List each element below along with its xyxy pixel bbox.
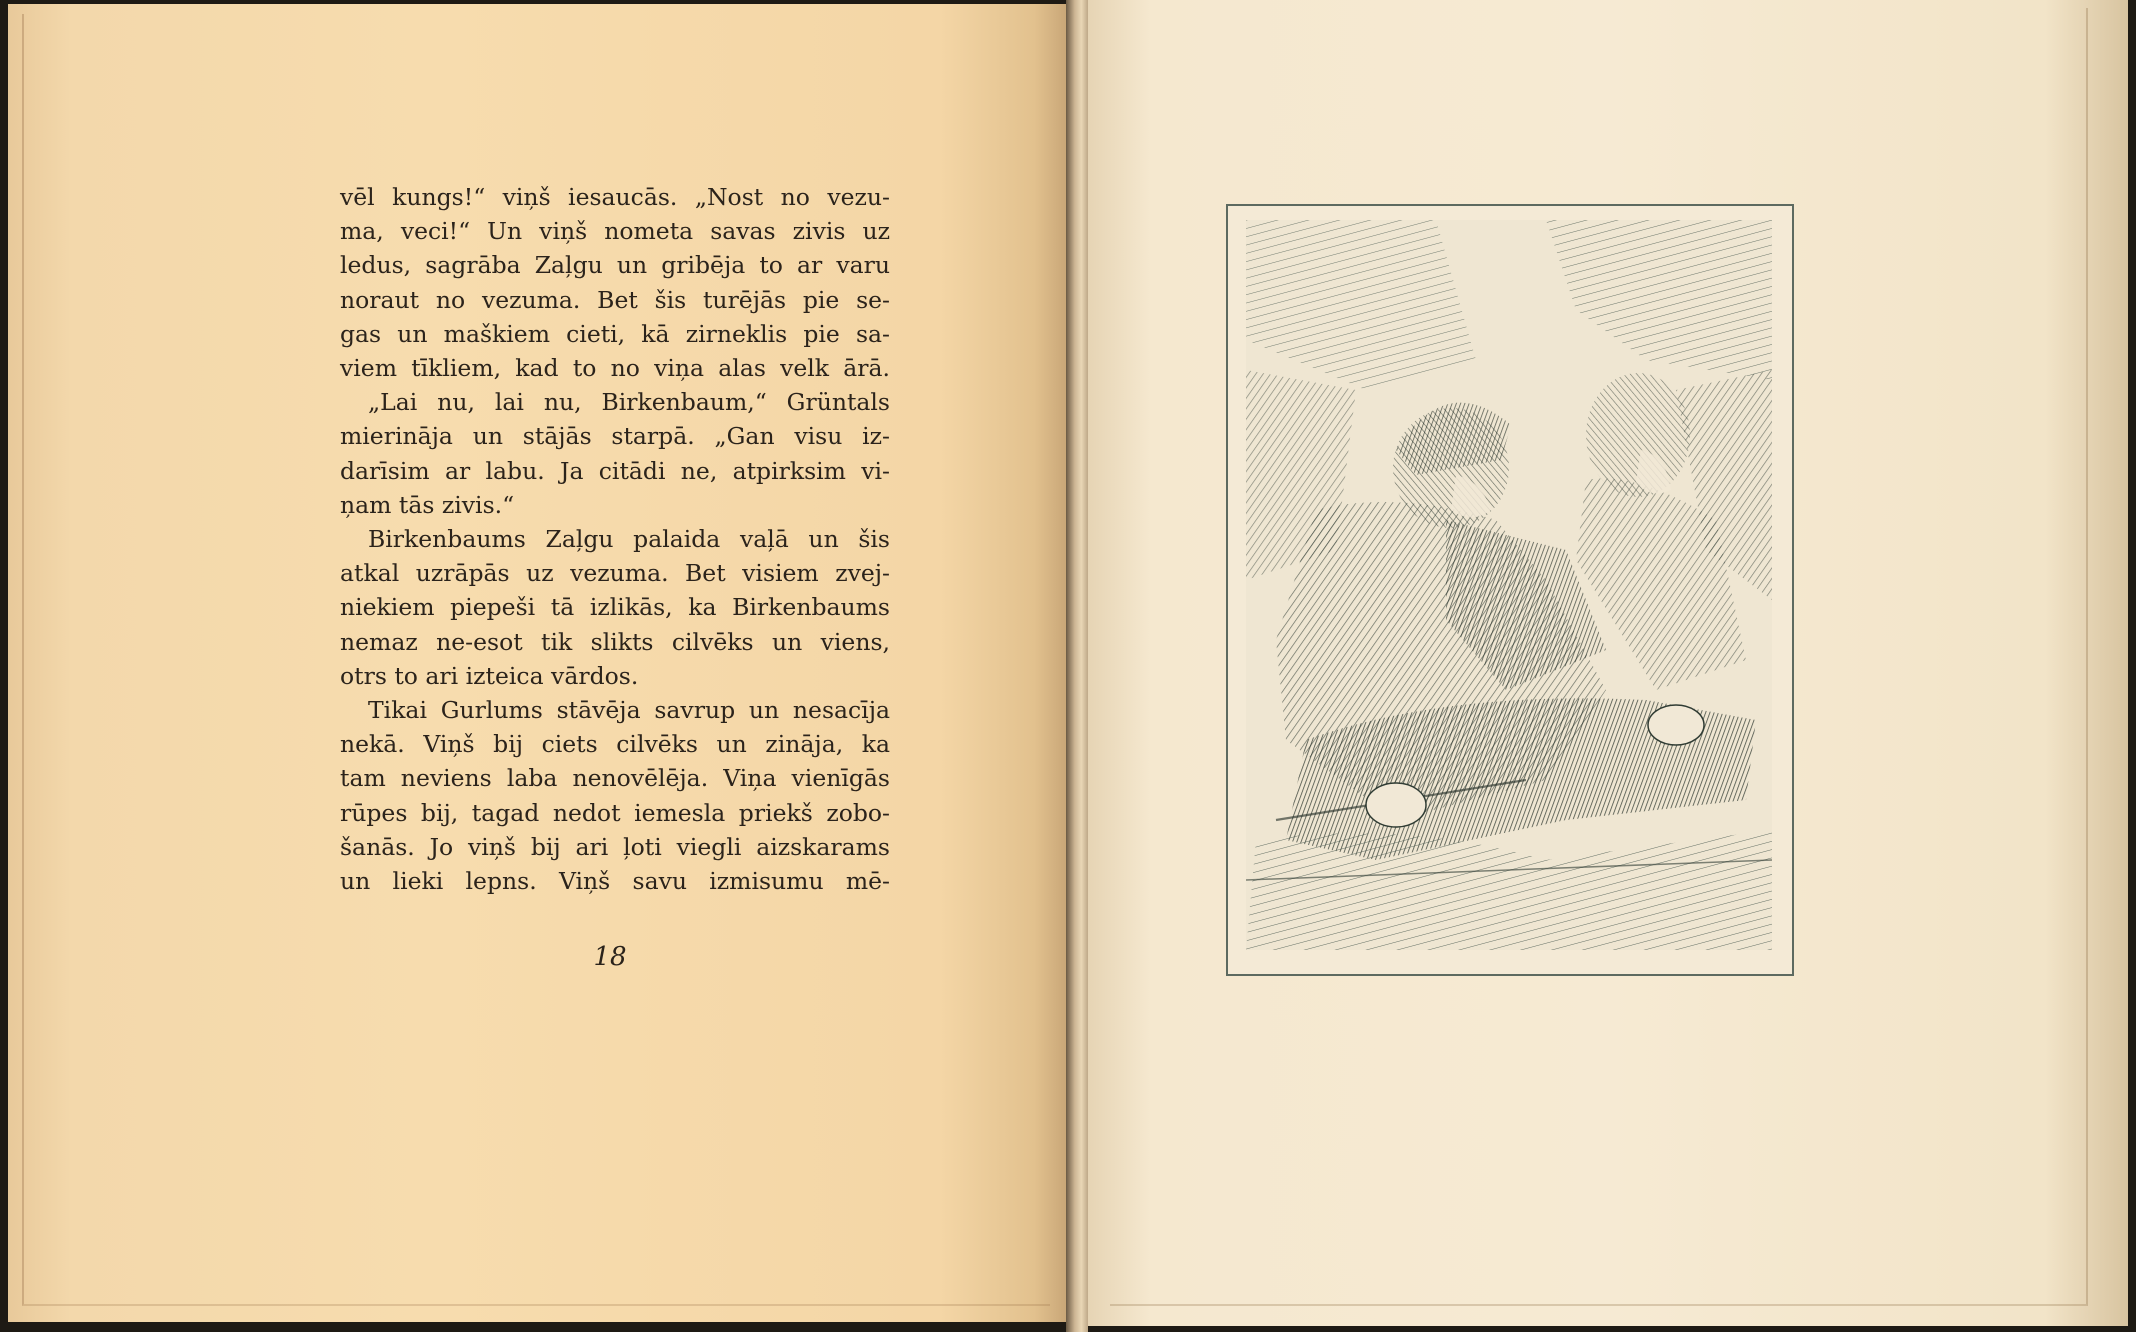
text-line: darīsim ar labu. Ja citādi ne, atpirksim vi- xyxy=(340,456,890,485)
body-text xyxy=(340,180,890,898)
page-number: 18 xyxy=(593,942,627,972)
text-line: nemaz ne-esot tik slikts cilvēks un viens, xyxy=(340,627,890,656)
text-line: otrs to ari izteica vārdos. xyxy=(340,661,639,690)
text-line: ledus, sagrāba Zaļgu un gribēja to ar varu xyxy=(340,251,890,280)
text-line: gas un maškiem cieti, kā zirneklis pie sa- xyxy=(340,319,890,348)
text-line: nekā. Viņš bij ciets cilvēks un zināja, ka xyxy=(340,730,890,759)
book-gutter xyxy=(1066,0,1088,1332)
text-line: niekiem piepeši tā izlikās, ka Birkenbaums xyxy=(340,593,890,622)
text-line: vēl kungs!“ viņš iesaucās. „Nost no vezu- xyxy=(340,183,890,211)
text-line: un lieki lepns. Viņš savu izmisumu mē- xyxy=(340,867,890,896)
text-line: ma, veci!“ Un viņš nometa savas zivis uz xyxy=(340,217,890,246)
text-line: Tikai Gurlums stāvēja savrup un nesacīja xyxy=(368,696,890,725)
text-line: tam neviens laba nenovēlēja. Viņa vienīgās xyxy=(340,764,890,793)
text-line: šanās. Jo viņš bij ari ļoti viegli aizskarams xyxy=(340,832,890,861)
text-line: atkal uzrāpās uz vezuma. Bet visiem zvej- xyxy=(340,559,890,588)
text-line: Birkenbaums Zaļgu palaida vaļā un šis xyxy=(368,525,890,554)
text-line: viem tīkliem, kad to no viņa alas velk ārā. xyxy=(340,354,890,383)
text-line: rūpes bij, tagad nedot iemesla priekš zobo- xyxy=(340,798,890,827)
text-line: „Lai nu, lai nu, Birkenbaum,“ Grüntals xyxy=(368,388,890,417)
text-line: noraut no vezuma. Bet šis turējās pie se- xyxy=(340,285,890,314)
etching-illustration xyxy=(1246,220,1772,950)
text-line: ņam tās zivis.“ xyxy=(340,490,515,519)
etching-plate xyxy=(1226,204,1794,976)
text-line: mierināja un stājās starpā. „Gan visu iz- xyxy=(340,422,890,451)
